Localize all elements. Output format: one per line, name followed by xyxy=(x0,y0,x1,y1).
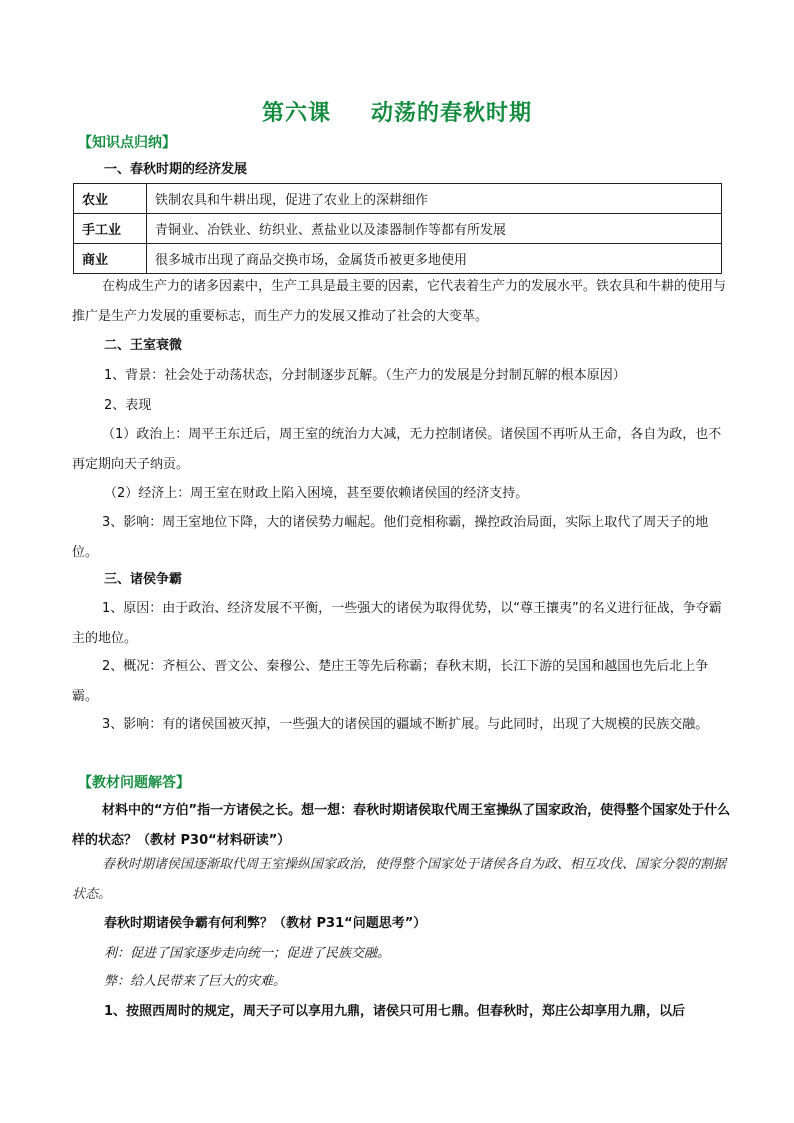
table-cell-value: 青铜业、冶铁业、纺织业、煮盐业以及漆器制作等都有所发展 xyxy=(147,214,722,244)
table-row xyxy=(74,184,722,214)
item-cause: 1、原因：由于政治、经济发展不平衡，一些强大的诸侯为取得优势，以“尊王攘夷”的名义进行征战，争夺霸主的地位。 xyxy=(72,601,722,646)
section-header-knowledge: 【知识点归纳】 xyxy=(78,135,176,151)
subheading-hegemony: 三、诸侯争霸 xyxy=(104,572,183,587)
lesson-name: 动荡的春秋时期 xyxy=(371,101,533,126)
answer-1: 春秋时期诸侯国逐渐取代周王室操纵国家政治，使得整个国家处于诸侯各自为政、相互攻伐、国家分裂的割据状态。 xyxy=(72,857,727,902)
item-overview: 2、概况：齐桓公、晋文公、秦穆公、楚庄王等先后称霸；春秋末期，长江下游的吴国和越国也先后北上争霸。 xyxy=(72,659,709,704)
table-cell-value: 铁制农具和牛耕出现，促进了农业上的深耕细作 xyxy=(147,184,722,214)
item-impact: 3、影响：周王室地位下降，大的诸侯势力崛起。他们竞相称霸，操控政治局面，实际上取代了周天子的地位。 xyxy=(72,515,709,560)
item-economic: （2）经济上：周王室在财政上陷入困境，甚至要依赖诸侯国的经济支持。 xyxy=(104,486,529,501)
table-cell-key: 商业 xyxy=(74,244,147,274)
paragraph-productivity: 在构成生产力的诸多因素中，生产工具是最主要的因素，它代表着生产力的发展水平。铁农具和牛耕的使用与推广是生产力发展的重要标志，而生产力的发展又推动了社会的大变革。 xyxy=(72,279,727,324)
table-row xyxy=(74,244,722,274)
lesson-title xyxy=(0,96,794,127)
table-cell-value: 很多城市出现了商品交换市场，金属货币被更多地使用 xyxy=(147,244,722,274)
subheading-royal-decline: 二、王室衰微 xyxy=(104,338,183,353)
item-hegemony-impact: 3、影响：有的诸侯国被灭掉，一些强大的诸侯国的疆域不断扩展。与此同时，出现了大规模的民族交融。 xyxy=(102,717,709,732)
lesson-number: 第六课 xyxy=(261,101,331,126)
answer-2-con: 弊：给人民带来了巨大的灾难。 xyxy=(104,974,287,989)
item-political: （1）政治上：周平王东迁后，周王室的统治力大减，无力控制诸侯。诸侯国不再听从王命，各自为政，也不再定期向天子纳贡。 xyxy=(72,427,722,472)
item-background: 1、背景：社会处于动荡状态，分封制逐步瓦解。（生产力的发展是分封制瓦解的根本原因） xyxy=(104,368,626,383)
question-1: 材料中的“方伯”指一方诸侯之长。想一想：春秋时期诸侯取代周王室操纵了国家政治，使得整个国家处于什么样的状态？（教材 P30“材料研读”） xyxy=(72,803,731,848)
subheading-economy: 一、春秋时期的经济发展 xyxy=(104,162,248,177)
economy-table xyxy=(73,183,722,274)
table-cell-key: 农业 xyxy=(74,184,147,214)
question-2: 春秋时期诸侯争霸有何利弊？（教材 P31“问题思考”） xyxy=(104,916,427,931)
answer-2-pro: 利：促进了国家逐步走向统一；促进了民族交融。 xyxy=(104,946,391,961)
section-header-qa: 【教材问题解答】 xyxy=(78,775,190,791)
question-3: 1、按照西周时的规定，周天子可以享用九鼎，诸侯只可用七鼎。但春秋时，郑庄公却享用九鼎，以后 xyxy=(104,1004,686,1019)
table-cell-key: 手工业 xyxy=(74,214,147,244)
table-row xyxy=(74,214,722,244)
item-manifestation: 2、表现 xyxy=(104,398,152,413)
